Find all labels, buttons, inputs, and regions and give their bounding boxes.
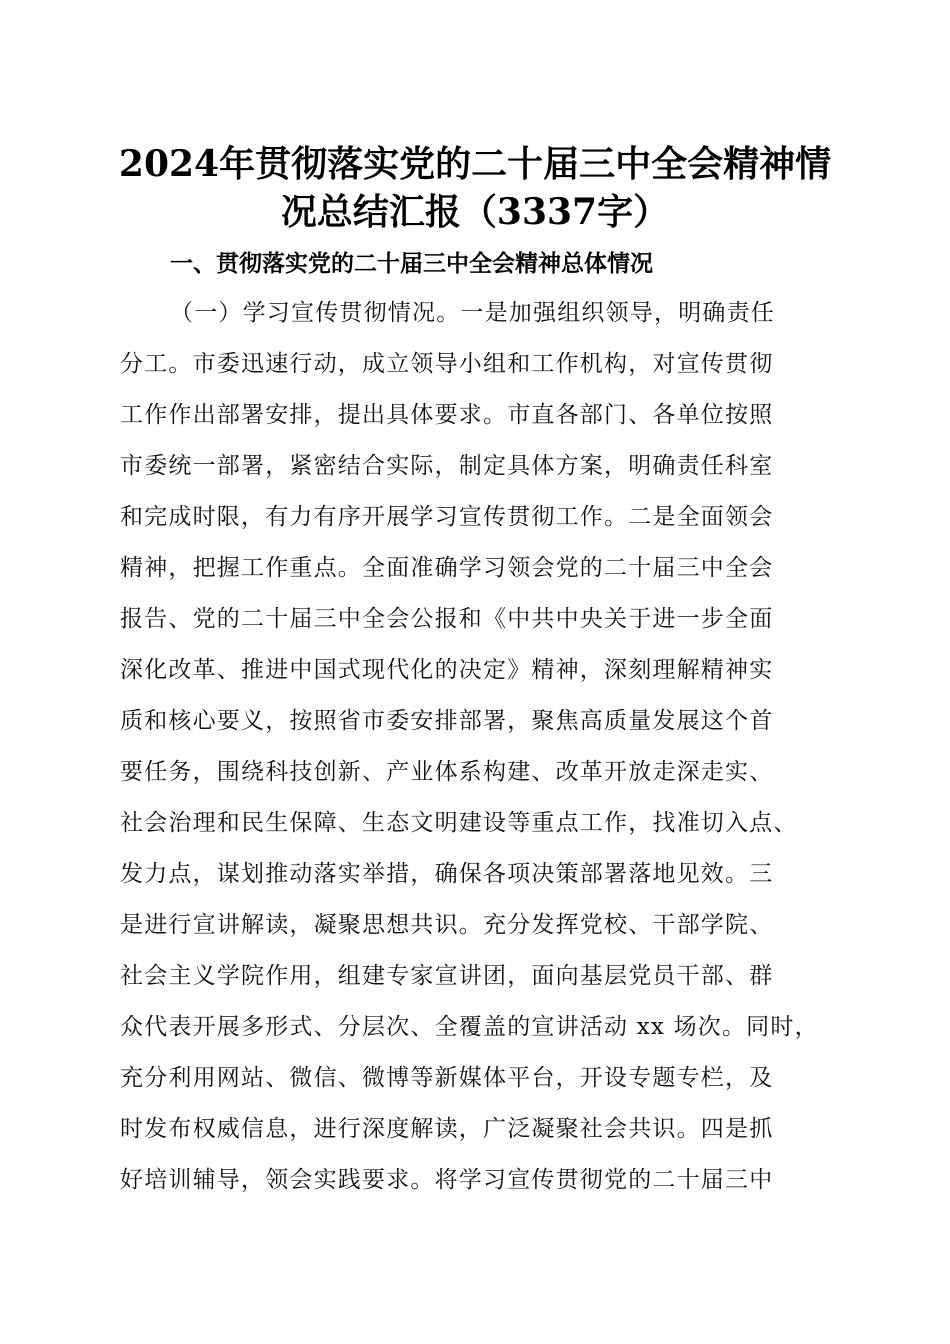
body-text-line: 社会治理和民生保障、生态文明建设等重点工作，找准切入点、: [120, 810, 798, 836]
document-title-line-1: 2024年贯彻落实党的二十届三中全会精神情: [118, 143, 832, 185]
body-text-line: 工作作出部署安排，提出具体要求。市直各部门、各单位按照: [120, 402, 774, 428]
body-text-line: 分工。市委迅速行动，成立领导小组和工作机构，对宣传贯彻: [120, 351, 774, 377]
document-title-line-2: 况总结汇报（3337字）: [280, 191, 670, 233]
body-text-line: 时发布权威信息，进行深度解读，广泛凝聚社会共识。四是抓: [120, 1116, 774, 1142]
body-text-line: 报告、党的二十届三中全会公报和《中共中央关于进一步全面: [120, 606, 774, 632]
body-text-line: 深化改革、推进中国式现代化的决定》精神，深刻理解精神实: [120, 657, 774, 683]
body-text-line: 社会主义学院作用，组建专家宣讲团，面向基层党员干部、群: [120, 963, 774, 989]
body-text-line: 质和核心要义，按照省市委安排部署，聚焦高质量发展这个首: [120, 708, 774, 734]
body-text-line: 市委统一部署，紧密结合实际，制定具体方案，明确责任科室: [120, 453, 774, 479]
body-text-line: 好培训辅导，领会实践要求。将学习宣传贯彻党的二十届三中: [120, 1167, 774, 1193]
body-text-line: 要任务，围绕科技创新、产业体系构建、改革开放走深走实、: [120, 759, 774, 785]
body-text-line: 众代表开展多形式、分层次、全覆盖的宣讲活动 xx 场次。同时，: [120, 1014, 819, 1040]
body-text-line: 是进行宣讲解读，凝聚思想共识。充分发挥党校、干部学院、: [120, 912, 774, 938]
body-text-line: 充分利用网站、微信、微博等新媒体平台，开设专题专栏，及: [120, 1065, 774, 1091]
body-text-line: 精神，把握工作重点。全面准确学习领会党的二十届三中全会: [120, 555, 774, 581]
body-text-line: 和完成时限，有力有序开展学习宣传贯彻工作。二是全面领会: [120, 504, 774, 530]
body-text-line: 发力点，谋划推动落实举措，确保各项决策部署落地见效。三: [120, 861, 774, 887]
body-text-line: （一）学习宣传贯彻情况。一是加强组织领导，明确责任: [170, 300, 775, 326]
section-heading: 一、贯彻落实党的二十届三中全会精神总体情况: [170, 251, 653, 277]
